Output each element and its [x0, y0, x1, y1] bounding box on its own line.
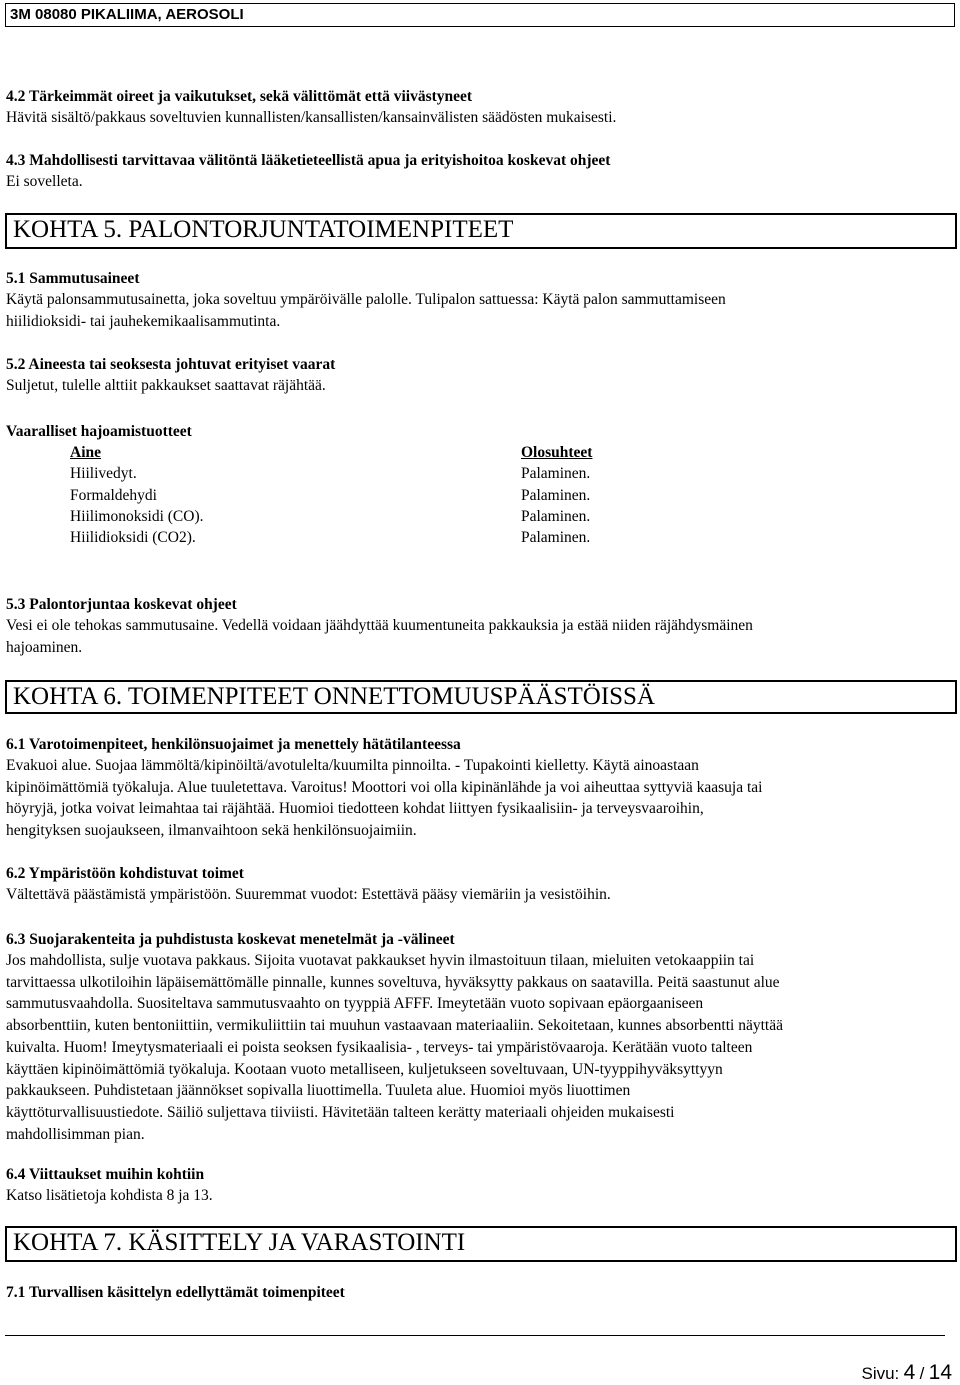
- page-label: Sivu:: [861, 1364, 900, 1383]
- section-text: Suljetut, tulelle alttiit pakkaukset saattavat räjähtää.: [6, 377, 326, 394]
- section-7-title: KOHTA 7. KÄSITTELY JA VARASTOINTI: [5, 1226, 957, 1262]
- document-header: [5, 3, 955, 27]
- section-5-1: [6, 268, 951, 332]
- section-6-3: [6, 929, 951, 1145]
- section-text-line: Vesi ei ole tehokas sammutusaine. Vedellä voidaan jäähdyttää kuumentuneita pakkauksia ja estää niiden räjähdysmäinen: [6, 617, 753, 634]
- table-cell: Hiilivedyt.: [70, 465, 137, 483]
- section-heading: 6.3 Suojarakenteita ja puhdistusta koskevat menetelmät ja -välineet: [6, 931, 455, 948]
- section-5-2: [6, 354, 951, 397]
- section-text-line: sammutusvaahdolla. Suositeltava sammutusvaahto on tyyppiä AFFF. Imeytetään vuoto sopivaan epäorgaaniseen: [6, 995, 704, 1013]
- section-text-line: Evakuoi alue. Suojaa lämmöltä/kipinöiltä/avotulelta/kuumilta pinnoilta. - Tupakointi kielletty. Käytä ainoastaan: [6, 757, 699, 774]
- page-number: [861, 1361, 952, 1385]
- section-text-line: tarvittaessa ulkotiloihin läpäisemättömälle pinnalle, kunnes soveltuva, hyväksytty pakkaus on saatavilla. Peitä saastunut alue: [6, 973, 780, 991]
- current-page: 4: [903, 1361, 916, 1384]
- section-text-line: Jos mahdollista, sulje vuotava pakkaus. Sijoita vuotavat pakkaukset hyvin ilmastoituun tilaan, mieluiten vetokaappiin tai: [6, 952, 755, 969]
- table-cell: Hiilidioksidi (CO2).: [70, 529, 196, 547]
- table-cell: Hiilimonoksidi (CO).: [70, 507, 204, 525]
- section-text: Katso lisätietoja kohdista 8 ja 13.: [6, 1187, 213, 1204]
- section-text-line: pakkaukseen. Puhdistetaan jäännökset sopivalla liuottimella. Tuuleta alue. Huomioi myös liuottimen: [6, 1082, 631, 1100]
- section-4-3: [6, 150, 951, 193]
- section-text: Ei sovelleta.: [6, 173, 83, 190]
- table-cell: Palaminen.: [521, 529, 591, 547]
- column-header-substance: Aine: [70, 444, 101, 461]
- section-text-line: hiilidioksidi- tai jauhekemikaalisammutinta.: [6, 312, 281, 330]
- table-cell: Palaminen.: [521, 465, 591, 483]
- hazard-substance-column: [70, 442, 203, 548]
- table-cell: Palaminen.: [521, 486, 591, 504]
- section-text-line: käyttäen kipinöimättömiä työkaluja. Kootaan vuoto metalliseen, kuljetukseen soveltuvaan, UN-tyyppihyväksyttyyn: [6, 1060, 723, 1078]
- section-6-1: [6, 734, 951, 842]
- section-text-line: mahdollisimman pian.: [6, 1125, 145, 1143]
- section-heading: 5.3 Palontorjuntaa koskevat ohjeet: [6, 596, 237, 613]
- hazard-condition-column: [521, 442, 592, 548]
- section-5-title: KOHTA 5. PALONTORJUNTATOIMENPITEET: [5, 213, 957, 249]
- hazardous-products-heading: [6, 421, 951, 442]
- section-heading: 5.1 Sammutusaineet: [6, 270, 140, 287]
- section-heading: 4.3 Mahdollisesti tarvittavaa välitöntä lääketieteellistä apua ja erityishoitoa koskevat ohjeet: [6, 152, 611, 169]
- section-5-3: [6, 594, 951, 658]
- section-7-1: [6, 1282, 951, 1303]
- product-title: 3M 08080 PIKALIIMA, AEROSOLI: [10, 6, 244, 23]
- table-cell: Palaminen.: [521, 507, 591, 525]
- section-text-line: kipinöimättömiä työkaluja. Alue tuuletettava. Varoitus! Moottori voi olla kipinänlähde ja voi aiheuttaa syttyviä kaasuja tai: [6, 778, 763, 796]
- section-heading: 6.1 Varotoimenpiteet, henkilönsuojaimet ja menettely hätätilanteessa: [6, 736, 461, 753]
- page-separator: /: [919, 1364, 925, 1383]
- section-text-line: hajoaminen.: [6, 638, 83, 656]
- column-header-condition: Olosuhteet: [521, 444, 593, 461]
- footer-divider: [5, 1335, 945, 1336]
- total-pages: 14: [928, 1361, 952, 1384]
- section-heading: 6.2 Ympäristöön kohdistuvat toimet: [6, 865, 244, 882]
- section-heading: 7.1 Turvallisen käsittelyn edellyttämät toimenpiteet: [6, 1284, 345, 1301]
- section-text-line: absorbenttiin, kuten bentoniittiin, vermikuliittiin tai muuhun vastaavaan materiaaliin. Sekoitetaan, kunnes absorbentti näyttää: [6, 1017, 783, 1035]
- section-heading: 5.2 Aineesta tai seoksesta johtuvat erityiset vaarat: [6, 356, 336, 373]
- section-heading: 6.4 Viittaukset muihin kohtiin: [6, 1166, 205, 1183]
- section-6-title: KOHTA 6. TOIMENPITEET ONNETTOMUUSPÄÄSTÖISSÄ: [5, 680, 957, 714]
- section-4-2: [6, 86, 951, 129]
- section-text: Vältettävä päästämistä ympäristöön. Suuremmat vuodot: Estettävä pääsy viemäriin ja vesistöihin.: [6, 886, 611, 903]
- section-6-4: [6, 1164, 951, 1207]
- table-cell: Formaldehydi: [70, 486, 157, 504]
- section-text-line: Käytä palonsammutusainetta, joka soveltuu ympäröivälle palolle. Tulipalon sattuessa: Käytä palon sammuttamiseen: [6, 291, 726, 308]
- section-text-line: hengityksen suojaukseen, ilmanvaihtoon sekä henkilönsuojaimiin.: [6, 822, 417, 840]
- section-text: Hävitä sisältö/pakkaus soveltuvien kunnallisten/kansallisten/kansainvälisten säädösten mukaisesti.: [6, 109, 617, 126]
- section-text-line: höyryjä, jotka voivat leimahtaa tai räjähtää. Huomioi tiedotteen kohdat liittyen fysikaalisiin- ja terveysvaaroihin,: [6, 800, 704, 818]
- section-6-2: [6, 863, 951, 906]
- section-heading: 4.2 Tärkeimmät oireet ja vaikutukset, sekä välittömät että viivästyneet: [6, 88, 473, 105]
- section-text-line: käyttöturvallisuustiedote. Säiliö suljettava tiiviisti. Hävitetään talteen kerätty materiaali ohjeiden mukaisesti: [6, 1103, 675, 1121]
- hazard-heading-text: Vaaralliset hajoamistuotteet: [6, 423, 192, 440]
- section-text-line: kuivalta. Huom! Imeytysmateriaali ei poista seoksen fysikaalisia- , terveys- tai ympäristövaaroja. Kerätään vuoto talteen: [6, 1038, 753, 1056]
